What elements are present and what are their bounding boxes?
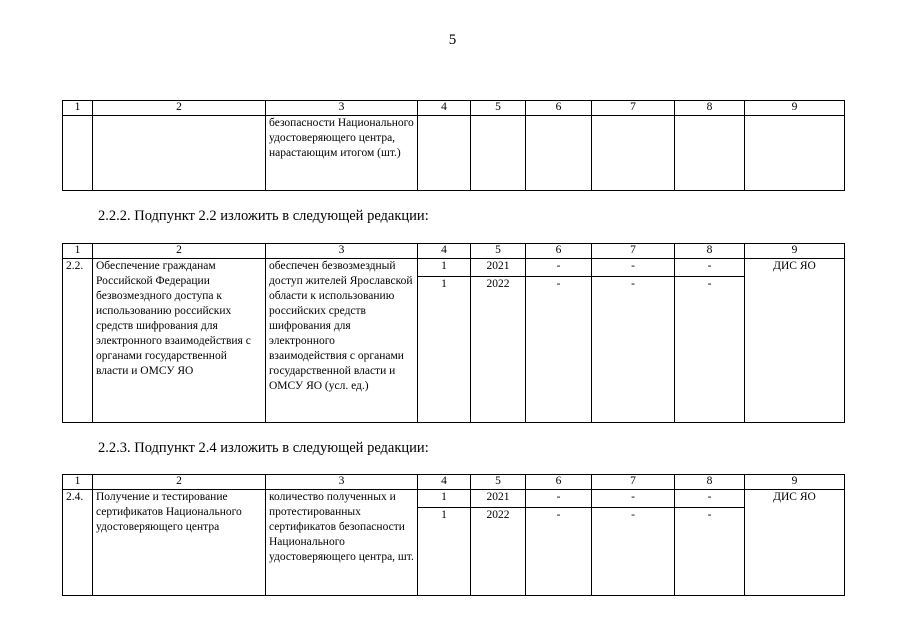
year-2021: 2021 <box>471 490 525 508</box>
col8-2022: - <box>707 509 712 521</box>
col4-2021: 1 <box>418 490 470 508</box>
header-cell: 1 <box>63 244 93 259</box>
empty-cell <box>592 116 675 191</box>
header-cell: 9 <box>745 244 845 259</box>
item-name: Получение и тестирование сертификатов Национального удостоверяющего центра <box>93 490 266 596</box>
header-cell: 9 <box>745 101 845 116</box>
empty-cell <box>745 116 845 191</box>
year-cell <box>471 259 526 423</box>
header-cell: 3 <box>266 475 418 490</box>
executor-cell: ДИС ЯО <box>745 259 845 423</box>
header-cell: 2 <box>93 101 266 116</box>
table-header-row <box>63 475 845 490</box>
paragraph-2-2-2: 2.2.2. Подпункт 2.2 изложить в следующей редакции: <box>98 208 429 224</box>
paragraph-2-2-3: 2.2.3. Подпункт 2.4 изложить в следующей редакции: <box>98 440 429 456</box>
year-cell <box>471 490 526 596</box>
header-cell: 6 <box>526 244 592 259</box>
item-number: 2.2. <box>63 259 93 423</box>
year-2022: 2022 <box>486 509 510 521</box>
col4-2021: 1 <box>418 259 470 277</box>
header-cell: 5 <box>471 475 526 490</box>
header-cell: 2 <box>93 475 266 490</box>
col6-cell <box>526 259 592 423</box>
col6-2021: - <box>526 490 591 508</box>
empty-cell <box>93 116 266 191</box>
header-cell: 8 <box>675 475 745 490</box>
year-2021: 2021 <box>471 259 525 277</box>
empty-cell <box>418 116 471 191</box>
empty-cell <box>526 116 592 191</box>
empty-cell <box>63 116 93 191</box>
year-2022: 2022 <box>486 278 510 290</box>
header-cell: 7 <box>592 244 675 259</box>
col6-2021: - <box>526 259 591 277</box>
header-cell: 3 <box>266 244 418 259</box>
header-cell: 8 <box>675 101 745 116</box>
header-cell: 8 <box>675 244 745 259</box>
indicator-cell: обеспечен безвозмездный доступ жителей Ярославской области к использованию российских средств шифрования для электронного взаимодействия с органами государственной власти и ОМСУ ЯО (усл. ед.) <box>266 259 418 423</box>
col7-2021: - <box>592 259 674 277</box>
table-item-2-2 <box>62 243 845 423</box>
table-continuation <box>62 100 845 191</box>
header-cell: 7 <box>592 101 675 116</box>
header-cell: 6 <box>526 101 592 116</box>
empty-cell <box>675 116 745 191</box>
header-cell: 1 <box>63 475 93 490</box>
col6-2022: - <box>556 509 561 521</box>
indicator-cell: количество полученных и протестированных сертификатов безопасности Национального удостоверяющего центра, шт. <box>266 490 418 596</box>
table-item-2-4 <box>62 474 845 596</box>
empty-cell <box>471 116 526 191</box>
col8-cell <box>675 259 745 423</box>
col7-2021: - <box>592 490 674 508</box>
header-cell: 4 <box>418 244 471 259</box>
col8-cell <box>675 490 745 596</box>
col7-cell <box>592 259 675 423</box>
col4-2022: 1 <box>441 509 447 521</box>
col8-2021: - <box>675 259 744 277</box>
table-header-row <box>63 244 845 259</box>
indicator-cell: безопасности Национального удостоверяющего центра, нарастающим итогом (шт.) <box>266 116 418 191</box>
header-cell: 4 <box>418 475 471 490</box>
header-cell: 2 <box>93 244 266 259</box>
col8-2022: - <box>707 278 712 290</box>
col6-2022: - <box>556 278 561 290</box>
executor-cell: ДИС ЯО <box>745 490 845 596</box>
col7-2022: - <box>631 278 635 290</box>
col4-cell <box>418 490 471 596</box>
col4-cell <box>418 259 471 423</box>
col7-cell <box>592 490 675 596</box>
header-cell: 7 <box>592 475 675 490</box>
item-number: 2.4. <box>63 490 93 596</box>
header-cell: 9 <box>745 475 845 490</box>
header-cell: 3 <box>266 101 418 116</box>
page-number: 5 <box>448 32 457 48</box>
table-row <box>63 116 845 191</box>
header-cell: 5 <box>471 244 526 259</box>
col6-cell <box>526 490 592 596</box>
header-cell: 5 <box>471 101 526 116</box>
header-cell: 4 <box>418 101 471 116</box>
col4-2022: 1 <box>441 278 447 290</box>
item-name: Обеспечение гражданам Российской Федерации безвозмездного доступа к использованию российских средств шифрования для электронного взаимодействия с органами государственной власти и ОМСУ ЯО <box>93 259 266 423</box>
table-row <box>63 490 845 596</box>
col8-2021: - <box>675 490 744 508</box>
header-cell: 1 <box>63 101 93 116</box>
table-header-row <box>63 101 845 116</box>
table-row <box>63 259 845 423</box>
col7-2022: - <box>631 509 635 521</box>
header-cell: 6 <box>526 475 592 490</box>
